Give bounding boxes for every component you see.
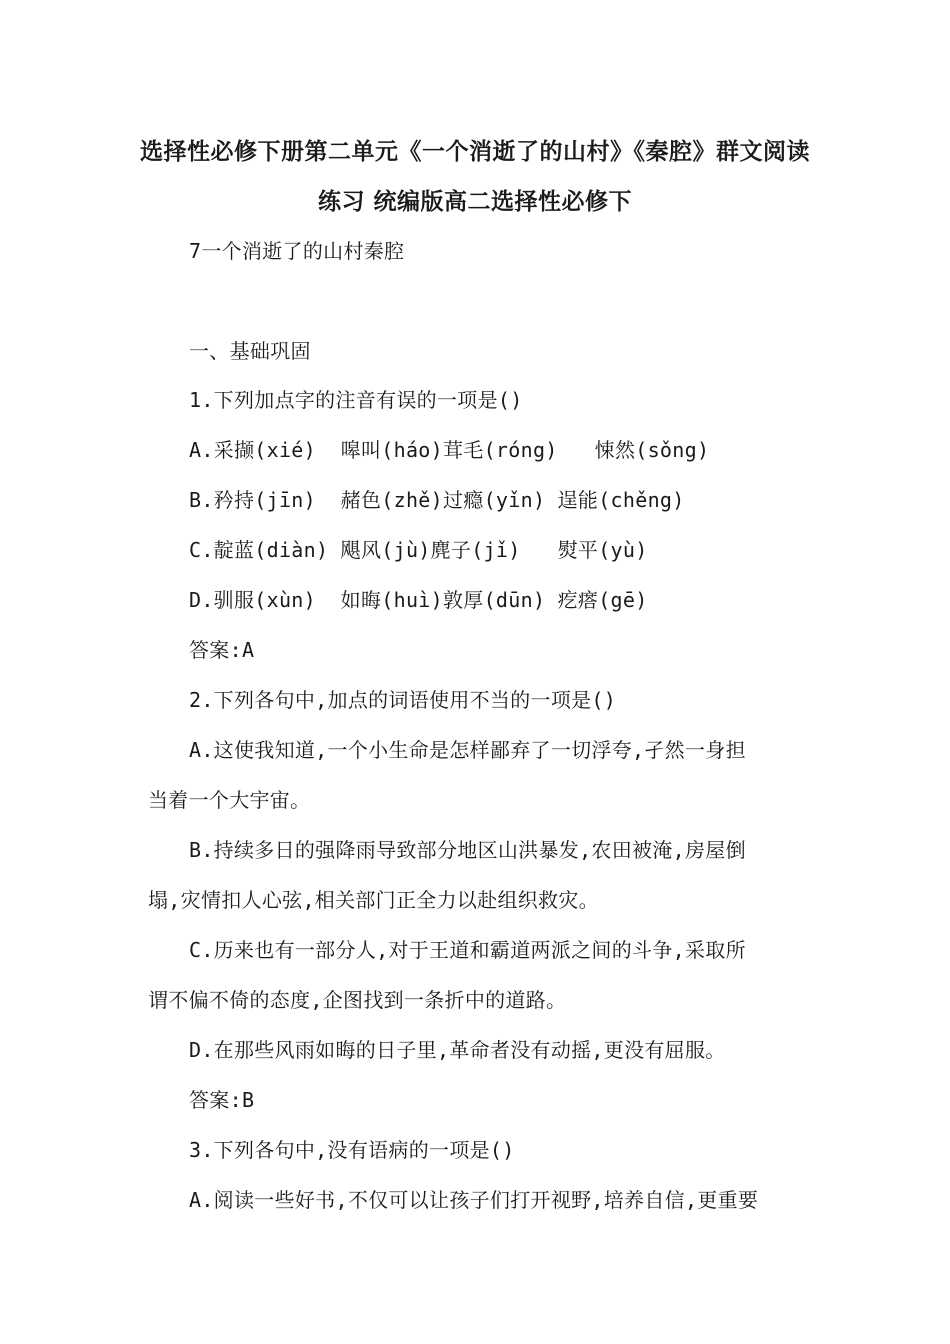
- question-2-option-b-line-2: 塌,灾情扣人心弦,相关部门正全力以赴组织救灾。: [148, 888, 599, 912]
- question-3-stem: 3.下列各句中,没有语病的一项是(): [189, 1138, 515, 1162]
- question-1-stem: 1.下列加点字的注音有误的一项是(): [189, 388, 523, 412]
- question-2-answer: 答案:B: [189, 1088, 255, 1112]
- question-2-option-c-line-1: C.历来也有一部分人,对于王道和霸道两派之间的斗争,采取所: [189, 938, 746, 962]
- question-1-option-c: C.靛蓝(diàn) 飓风(jù)麂子(jǐ) 熨平(yù): [189, 538, 648, 562]
- question-1-option-a: A.采撷(xié) 嗥叫(háo)茸毛(róng) 悚然(sǒng): [189, 438, 710, 462]
- doc-title-line-1: 选择性必修下册第二单元《一个消逝了的山村》《秦腔》群文阅读: [140, 139, 810, 165]
- lesson-subtitle: 7一个消逝了的山村秦腔: [189, 239, 405, 263]
- question-2-option-c-line-2: 谓不偏不倚的态度,企图找到一条折中的道路。: [148, 988, 567, 1012]
- question-2-option-d: D.在那些风雨如晦的日子里,革命者没有动摇,更没有屈服。: [189, 1038, 726, 1062]
- question-2-option-b-line-1: B.持续多日的强降雨导致部分地区山洪暴发,农田被淹,房屋倒: [189, 838, 746, 862]
- question-1-option-b: B.矜持(jīn) 赭色(zhě)过瘾(yǐn) 逞能(chěng): [189, 488, 685, 512]
- question-1-answer: 答案:A: [189, 638, 255, 662]
- question-2-stem: 2.下列各句中,加点的词语使用不当的一项是(): [189, 688, 617, 712]
- section-heading: 一、基础巩固: [189, 339, 311, 363]
- question-3-option-a-line-1: A.阅读一些好书,不仅可以让孩子们打开视野,培养自信,更重要: [189, 1188, 759, 1212]
- doc-title-line-2: 练习 统编版高二选择性必修下: [317, 189, 632, 215]
- question-1-option-d: D.驯服(xùn) 如晦(huì)敦厚(dūn) 疙瘩(gē): [189, 588, 648, 612]
- question-2-option-a-line-2: 当着一个大宇宙。: [148, 788, 311, 812]
- question-2-option-a-line-1: A.这使我知道,一个小生命是怎样鄙弃了一切浮夸,孑然一身担: [189, 738, 746, 762]
